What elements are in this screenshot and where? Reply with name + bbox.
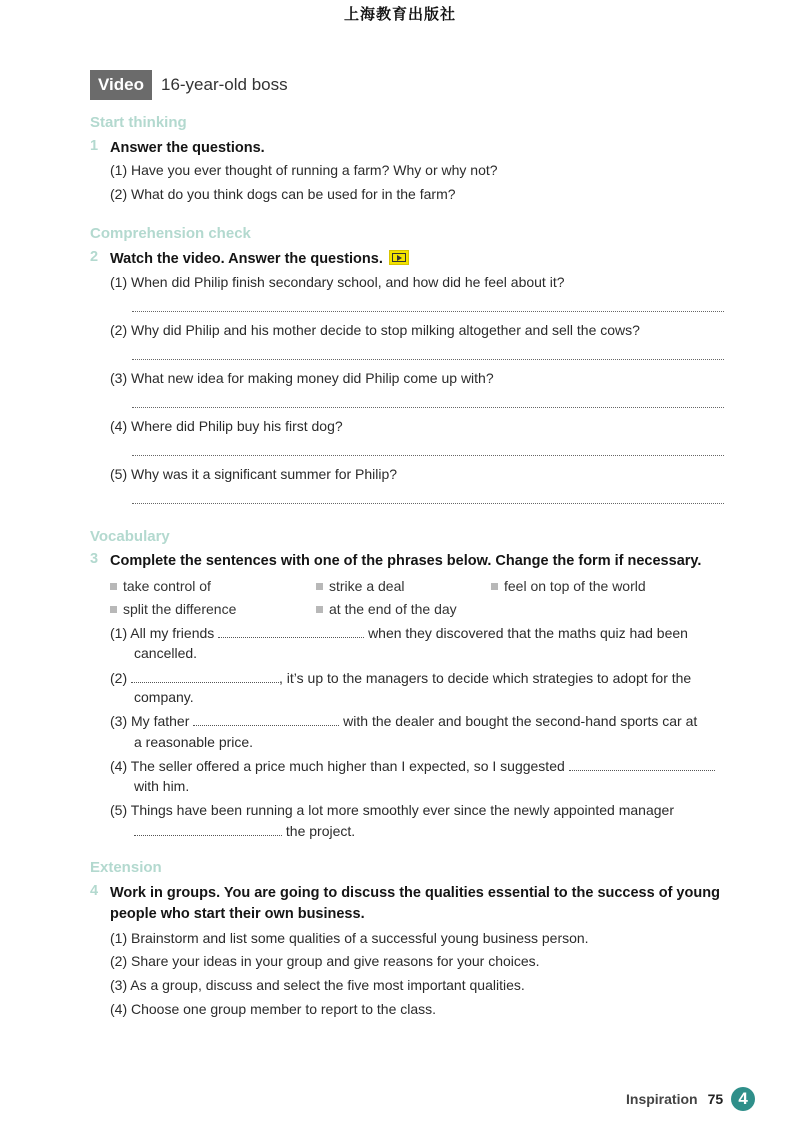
task-instruction-line: people who start their own business. bbox=[110, 906, 365, 922]
question-item: (1) When did Philip finish secondary school, and how did he feel about it? bbox=[110, 274, 565, 290]
sentence-text: when they discovered that the maths quiz had been bbox=[368, 625, 688, 641]
sentence-number: (2) bbox=[110, 670, 128, 686]
sentence-3 bbox=[110, 711, 697, 732]
task-number: 2 bbox=[90, 249, 99, 265]
task-4 bbox=[90, 883, 730, 925]
bullet-icon bbox=[110, 606, 117, 613]
question-item: (1) Have you ever thought of running a farm? Why or why not? bbox=[110, 162, 498, 178]
page-title bbox=[90, 70, 288, 100]
sentence-continuation: cancelled. bbox=[134, 645, 198, 661]
sentence-text: , it’s up to the managers to decide which strategies to adopt for the bbox=[279, 670, 692, 686]
bullet-icon bbox=[316, 606, 323, 613]
phrase-option bbox=[316, 599, 457, 619]
sentence-5 bbox=[110, 800, 674, 821]
phrase-text: at the end of the day bbox=[329, 601, 457, 617]
sentence-1 bbox=[110, 623, 688, 644]
question-item: (2) What do you think dogs can be used for in the farm? bbox=[110, 186, 456, 202]
task-number: 4 bbox=[90, 883, 99, 899]
task-step: (4) Choose one group member to report to the class. bbox=[110, 1001, 437, 1017]
sentence-number: (3) bbox=[110, 713, 128, 729]
task-instruction: Answer the questions. bbox=[110, 140, 265, 156]
sentence-text: Things have been running a lot more smoothly ever since the newly appointed manager bbox=[130, 802, 674, 818]
task-number: 1 bbox=[90, 138, 99, 154]
task-2 bbox=[90, 249, 730, 270]
section-heading-comprehension: Comprehension check bbox=[90, 225, 251, 242]
section-heading-vocabulary: Vocabulary bbox=[90, 528, 170, 545]
sentence-text: with the dealer and bought the second-hand sports car at bbox=[343, 713, 698, 729]
phrase-text: split the difference bbox=[123, 601, 237, 617]
sentence-continuation: company. bbox=[134, 689, 194, 705]
sentence-text: the project. bbox=[285, 823, 356, 839]
fill-blank[interactable] bbox=[134, 823, 282, 836]
task-instruction-text: Watch the video. Answer the questions. bbox=[110, 251, 383, 267]
unit-name: Inspiration bbox=[626, 1091, 698, 1107]
task-step: (3) As a group, discuss and select the five most important qualities. bbox=[110, 977, 525, 993]
sentence-continuation: a reasonable price. bbox=[134, 734, 254, 750]
sentence-text: The seller offered a price much higher than I expected, so I suggested bbox=[130, 758, 565, 774]
task-instruction bbox=[110, 883, 730, 925]
page-number: 75 bbox=[707, 1091, 724, 1107]
video-icon[interactable] bbox=[389, 250, 409, 265]
fill-blank[interactable] bbox=[193, 713, 339, 726]
sentence-number: (4) bbox=[110, 758, 128, 774]
sentence-text: My father bbox=[131, 713, 190, 729]
answer-line[interactable] bbox=[132, 407, 724, 408]
section-heading-start-thinking: Start thinking bbox=[90, 114, 187, 131]
question-item: (4) Where did Philip buy his first dog? bbox=[110, 418, 343, 434]
sentence-number: (5) bbox=[110, 802, 128, 818]
bullet-icon bbox=[491, 583, 498, 590]
phrase-text: take control of bbox=[123, 578, 211, 594]
sentence-2 bbox=[110, 668, 691, 689]
answer-line[interactable] bbox=[132, 503, 724, 504]
phrase-option bbox=[110, 599, 236, 619]
unit-number-badge: 4 bbox=[731, 1087, 755, 1111]
task-step: (1) Brainstorm and list some qualities of a successful young business person. bbox=[110, 930, 589, 946]
section-heading-extension: Extension bbox=[90, 859, 162, 876]
sentence-continuation: with him. bbox=[134, 778, 190, 794]
phrase-option bbox=[491, 576, 646, 596]
question-item: (5) Why was it a significant summer for Philip? bbox=[110, 466, 398, 482]
task-instruction-line: Work in groups. You are going to discuss the qualities essential to the success of young bbox=[110, 885, 720, 901]
fill-blank[interactable] bbox=[218, 625, 364, 638]
answer-line[interactable] bbox=[132, 455, 724, 456]
answer-line[interactable] bbox=[132, 311, 724, 312]
sentence-4 bbox=[110, 756, 715, 777]
task-number: 3 bbox=[90, 551, 99, 567]
answer-line[interactable] bbox=[132, 359, 724, 360]
fill-blank[interactable] bbox=[131, 670, 279, 683]
task-1 bbox=[90, 138, 730, 159]
page-footer bbox=[626, 1087, 755, 1111]
video-badge: Video bbox=[90, 70, 152, 100]
sentence-continuation bbox=[134, 821, 355, 842]
bullet-icon bbox=[110, 583, 117, 590]
bullet-icon bbox=[316, 583, 323, 590]
video-title: 16-year-old boss bbox=[160, 75, 288, 94]
phrase-text: strike a deal bbox=[329, 578, 405, 594]
publisher-name: 上海教育出版社 bbox=[343, 5, 456, 23]
task-instruction bbox=[110, 249, 730, 270]
phrase-option bbox=[316, 576, 404, 596]
task-3 bbox=[90, 551, 730, 572]
question-item: (3) What new idea for making money did Philip come up with? bbox=[110, 370, 494, 386]
task-instruction: Complete the sentences with one of the phrases below. Change the form if necessary. bbox=[110, 553, 702, 569]
sentence-number: (1) bbox=[110, 625, 128, 641]
sentence-text: All my friends bbox=[130, 625, 215, 641]
phrase-text: feel on top of the world bbox=[504, 578, 646, 594]
fill-blank[interactable] bbox=[569, 758, 715, 771]
question-item: (2) Why did Philip and his mother decide to stop milking altogether and sell the cows? bbox=[110, 322, 640, 338]
phrase-option bbox=[110, 576, 211, 596]
task-step: (2) Share your ideas in your group and give reasons for your choices. bbox=[110, 953, 540, 969]
